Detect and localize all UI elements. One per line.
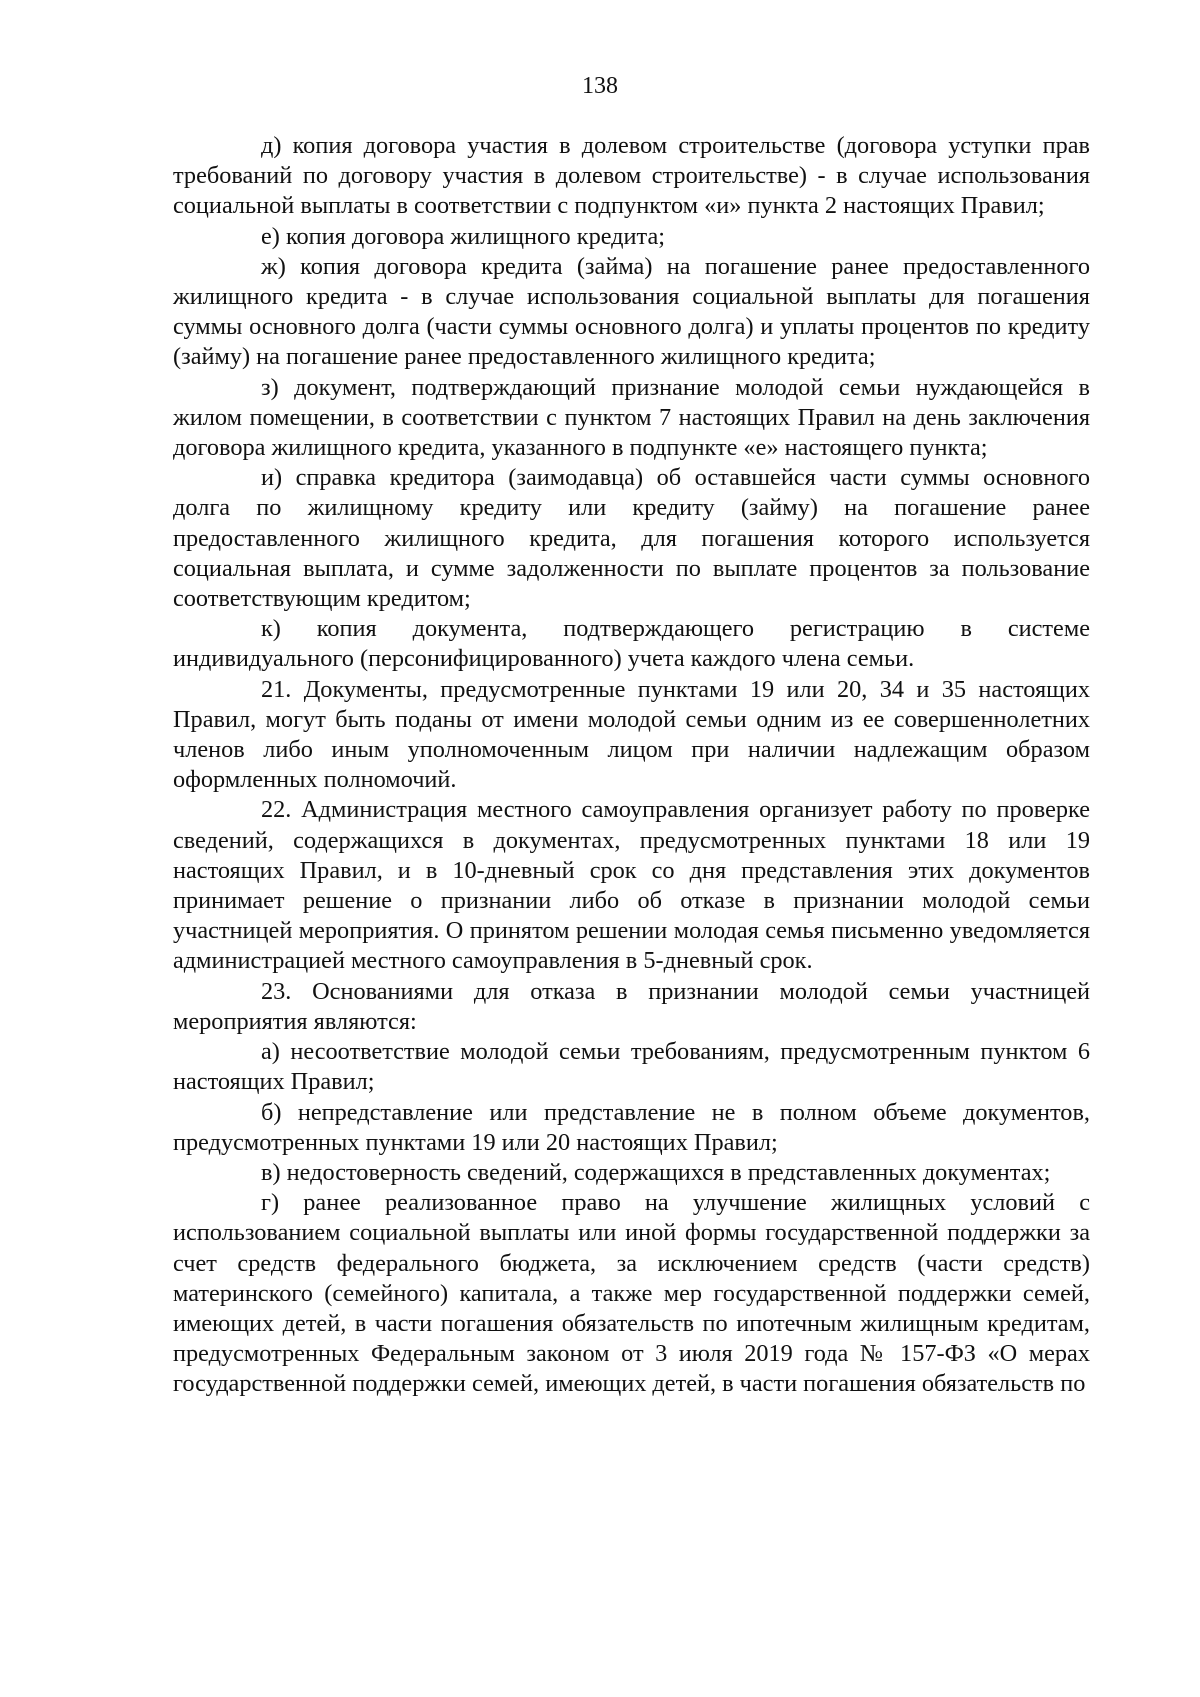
page-number: 138 [582,73,618,99]
paragraph-i: и) справка кредитора (заимодавца) об оставшейся части суммы основного долга по жилищному кредиту или кредиту (займу) на погашение ранее предоставленного жилищного кредита, для погашения которого используется социальная выплата, и сумме задолженности по выплате процентов за пользование соответствующим кредитом; [173,464,1090,613]
paragraph-z: з) документ, подтверждающий признание молодой семьи нуждающейся в жилом помещении, в соответствии с пунктом 7 настоящих Правил на день заключения договора жилищного кредита, указанного в подпункте «е» настоящего пункта; [173,373,1090,462]
clause-23: 23. Основаниями для отказа в признании молодой семьи участницей мероприятия являются: [173,977,1090,1035]
paragraph-k: к) копия документа, подтверждающего регистрацию в системе индивидуального (персонифицированного) учета каждого члена семьи. [173,615,1090,673]
clause-23-b: б) непредставление или представление не в полном объеме документов, предусмотренных пунктами 19 или 20 настоящих Правил; [173,1098,1090,1156]
clause-23-v: в) недостоверность сведений, содержащихся в представленных документах; [261,1158,1051,1186]
paragraph-d: д) копия договора участия в долевом строительстве (договора уступки прав требований по договору участия в долевом строительстве) - в случае использования социальной выплаты в соответствии с подпунктом «и» пункта 2 настоящих Правил; [173,132,1090,220]
clause-21: 21. Документы, предусмотренные пунктами 19 или 20, 34 и 35 настоящих Правил, могут быть поданы от имени молодой семьи одним из ее совершеннолетних членов либо иным уполномоченным лицом при наличии надлежащим образом оформленных полномочий. [173,675,1090,794]
document-body [173,131,1090,1400]
clause-22: 22. Администрация местного самоуправления организует работу по проверке сведений, содержащихся в документах, предусмотренных пунктами 18 или 19 настоящих Правил, и в 10-дневный срок со дня представления этих документов принимает решение о признании либо об отказе в признании молодой семьи участницей мероприятия. О принятом решении молодая семья письменно уведомляется администрацией местного самоуправления в 5-дневный срок. [173,796,1090,975]
paragraph-zh: ж) копия договора кредита (займа) на погашение ранее предоставленного жилищного кредита - в случае использования социальной выплаты для погашения суммы основного долга (части суммы основного долга) и уплаты процентов по кредиту (займу) на погашение ранее предоставленного жилищного кредита; [173,252,1090,371]
clause-23-g: г) ранее реализованное право на улучшение жилищных условий с использованием социальной выплаты или иной формы государственной поддержки за счет средств федерального бюджета, за исключением средств (части средств) материнского (семейного) капитала, а также мер государственной поддержки семей, имеющих детей, в части погашения обязательств по ипотечным жилищным кредитам, предусмотренных Федеральным законом от 3 июля 2019 года № 157-ФЗ «О мерах государственной поддержки семей, имеющих детей, в части погашения обязательств по [173,1189,1090,1398]
paragraph-e: е) копия договора жилищного кредита; [261,222,665,250]
clause-23-a: а) несоответствие молодой семьи требованиям, предусмотренным пунктом 6 настоящих Правил; [173,1038,1090,1096]
